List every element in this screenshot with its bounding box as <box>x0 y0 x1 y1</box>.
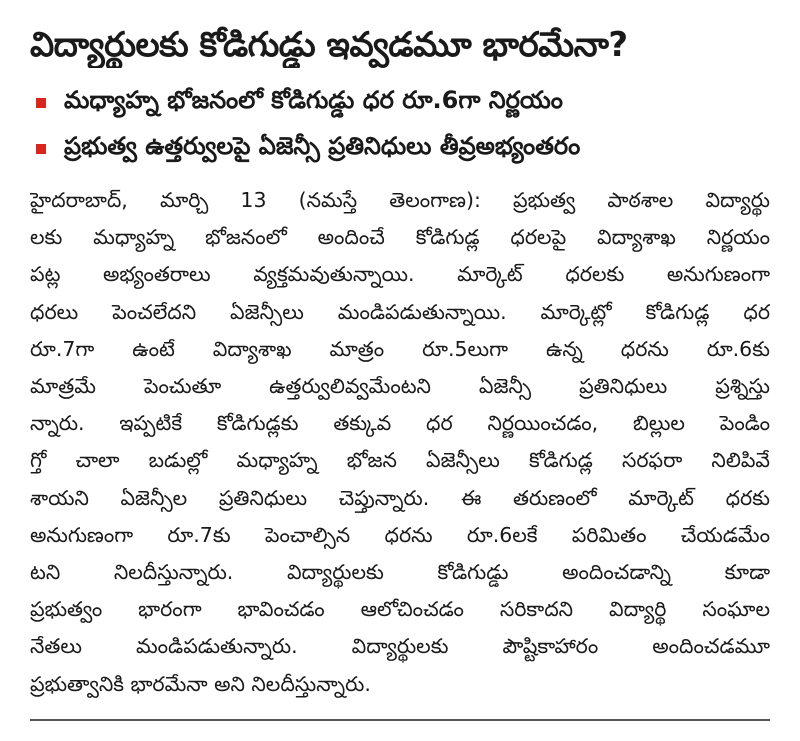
body-line: ధరలు పెంచలేదని ఏజెన్సీలు మండిపడుతున్నాయి. మార్కెట్లో కోడిగుడ్ల ధర <box>30 299 770 324</box>
subhead <box>30 80 770 126</box>
body-line: టని నిలదీస్తున్నారు. విద్యార్థులకు కోడిగుడ్డు అందించడాన్ని కూడా <box>30 560 770 585</box>
body-line: పట్ల అభ్యంతరాలు వ్యక్తమవుతున్నాయి. మార్కెట్ ధరలకు అనుగుణంగా <box>30 262 770 287</box>
body-line: రూ.7గా ఉంటే విద్యాశాఖ మాత్రం రూ.5లుగా ఉన్న ధరను రూ.6కు <box>30 336 770 361</box>
subhead-text: ప్రభుత్వ ఉత్తర్వులపై ఏజెన్సీ ప్రతినిధులు తీవ్రఅభ్యంతరం <box>64 132 581 160</box>
subheads <box>30 80 770 172</box>
body-line: లకు మధ్యాహ్న భోజనంలో అందించే కోడిగుడ్ల ధరలపై విద్యాశాఖ నిర్ణయం <box>30 225 770 250</box>
bullet-square-icon <box>36 98 46 108</box>
body-line: ప్రభుత్వానికి భారమేనా అని నిలదీస్తున్నారు. <box>30 671 371 696</box>
body-line: హైదరాబాద్, మార్చి 13 (నమస్తే తెలంగాణ): ప్రభుత్వ పాఠశాల విద్యార్థు <box>30 188 770 212</box>
bullet-square-icon <box>36 144 46 154</box>
body-line: అనుగుణంగా రూ.7కు పెంచాల్సిన ధరను రూ.6లకే పరిమితం చేయడమేం <box>30 522 770 547</box>
body-line: న్నారు. ఇప్పటికే కోడిగుడ్లకు తక్కువ ధర నిర్ణయించడం, బిల్లుల పెండిం <box>30 411 770 436</box>
body-line: మాత్రమే పెంచుతూ ఉత్తర్వులివ్వమేంటని ఏజెన్సీ ప్రతినిధులు ప్రశ్నిస్తు <box>30 374 770 399</box>
body-line: ప్రభుత్వం భారంగా భావించడం ఆలోచించడం సరికాదని విద్యార్థి సంఘాల <box>30 597 770 622</box>
article-body <box>30 182 770 703</box>
body-line: నేతలు మండిపడుతున్నారు. విద్యార్థులకు పౌష్టికాహారం అందించడమూ <box>30 634 770 659</box>
bottom-divider <box>30 719 770 721</box>
body-line: శాయని ఏజెన్సీల ప్రతినిధులు చెప్తున్నారు. ఈ తరుణంలో మార్కెట్ ధరకు <box>30 485 770 510</box>
subhead-text: మధ్యాహ్న భోజనంలో కోడిగుడ్డు ధర రూ.6గా నిర్ణయం <box>64 86 563 114</box>
subhead <box>30 126 770 172</box>
headline: విద్యార్థులకు కోడిగుడ్డు ఇవ్వడమూ భారమేనా? <box>30 25 628 65</box>
body-line: గ్తో చాలా బడుల్లో మధ్యాహ్న భోజన ఏజెన్సీలు కోడిగుడ్ల సరఫరా నిలిపివే <box>30 448 770 473</box>
